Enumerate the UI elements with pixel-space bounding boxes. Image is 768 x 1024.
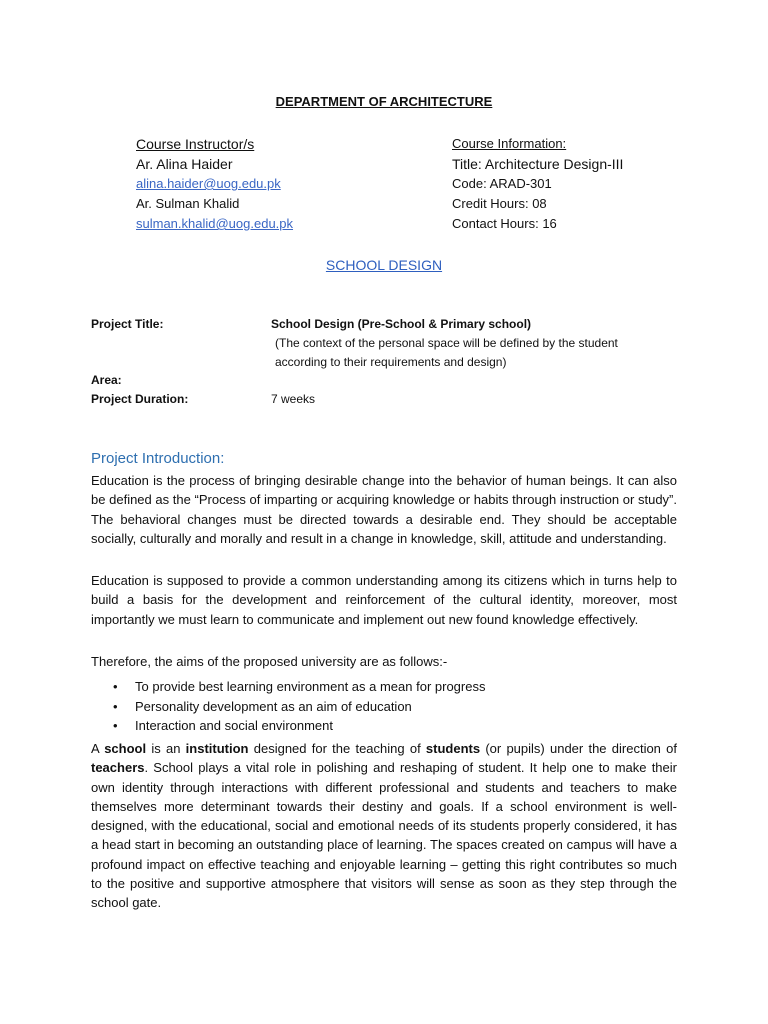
- instructor-name-2: Ar. Sulman Khalid: [136, 196, 240, 211]
- term-school: school: [104, 741, 147, 756]
- project-duration-value: 7 weeks: [271, 392, 316, 406]
- project-duration-label: Project Duration:: [91, 392, 189, 406]
- bullet-icon: •: [113, 698, 118, 714]
- list-item: • Personality development as an aim of education: [91, 697, 677, 717]
- list-item: • Interaction and social environment: [91, 716, 677, 736]
- term-institution: institution: [185, 741, 249, 756]
- project-title-value: School Design (Pre-School & Primary school): [271, 317, 532, 331]
- bullet-icon: •: [113, 679, 118, 694]
- intro-paragraph-2: Education is supposed to provide a common understanding among its citizens which in turns help to build a basis for the development and reinforcement of the cultural identity, moreover, most importantly we must learn to communicate and implement out new found knowledge effectively.: [91, 573, 677, 627]
- instructor-email-2[interactable]: sulman.khalid@uog.edu.pk: [136, 216, 294, 231]
- course-code: Code: ARAD-301: [452, 176, 552, 191]
- instructors-block: [136, 134, 293, 234]
- department-heading: DEPARTMENT OF ARCHITECTURE: [275, 94, 493, 109]
- aims-list: [91, 677, 677, 736]
- instructor-email-1[interactable]: alina.haider@uog.edu.pk: [136, 176, 281, 191]
- intro-heading: Project Introduction:: [91, 450, 225, 467]
- course-credit-hours: Credit Hours: 08: [452, 196, 547, 211]
- intro-paragraph-3: Therefore, the aims of the proposed university are as follows:-: [91, 654, 448, 669]
- section-title: SCHOOL DESIGN: [325, 257, 443, 273]
- project-title-note: (The context of the personal space will be defined by the student according to their requirements and design): [275, 336, 618, 369]
- list-item: • To provide best learning environment as a mean for progress: [91, 677, 677, 697]
- term-students: students: [425, 741, 481, 756]
- instructor-name-1: Ar. Alina Haider: [136, 156, 233, 172]
- instructors-heading: Course Instructor/s: [136, 136, 255, 152]
- course-info-block: [452, 134, 623, 234]
- bullet-icon: •: [113, 718, 118, 733]
- area-label: Area:: [91, 373, 122, 387]
- intro-paragraph-1: Education is the process of bringing desirable change into the behavior of human beings. It can also be defined as the “Process of imparting or acquiring knowledge or habits through instruction or study”. The behavioral changes must be directed towards a desirable end. They should be acceptable socially, culturally and morally and result in a change in knowledge, skill, attitude and understanding.: [91, 473, 677, 546]
- course-contact-hours: Contact Hours: 16: [452, 216, 557, 231]
- term-teachers: teachers: [91, 760, 145, 776]
- course-title: Title: Architecture Design-III: [452, 156, 624, 172]
- intro-paragraph-4: A school is an institution designed for the teaching of students (or pupils) under the direction of teachers. School plays a vital role in polishing and reshaping of student. It help one to make their own identity through interactions with different professional and students and teachers to make themselves more determinant towards their destiny and goals. If a school environment is well-designed, with the educational, social and emotional needs of its students properly considered, it has a head start in becoming an outstanding place of learning. The spaces created on campus will have a profound impact on effective teaching and enjoyable learning – getting this right contributes so much to the positive and supportive atmosphere that visitors will sense as soon as they step through the school gate.: [91, 741, 677, 911]
- project-title-label: Project Title:: [91, 317, 164, 331]
- course-info-heading: Course Information:: [452, 136, 567, 151]
